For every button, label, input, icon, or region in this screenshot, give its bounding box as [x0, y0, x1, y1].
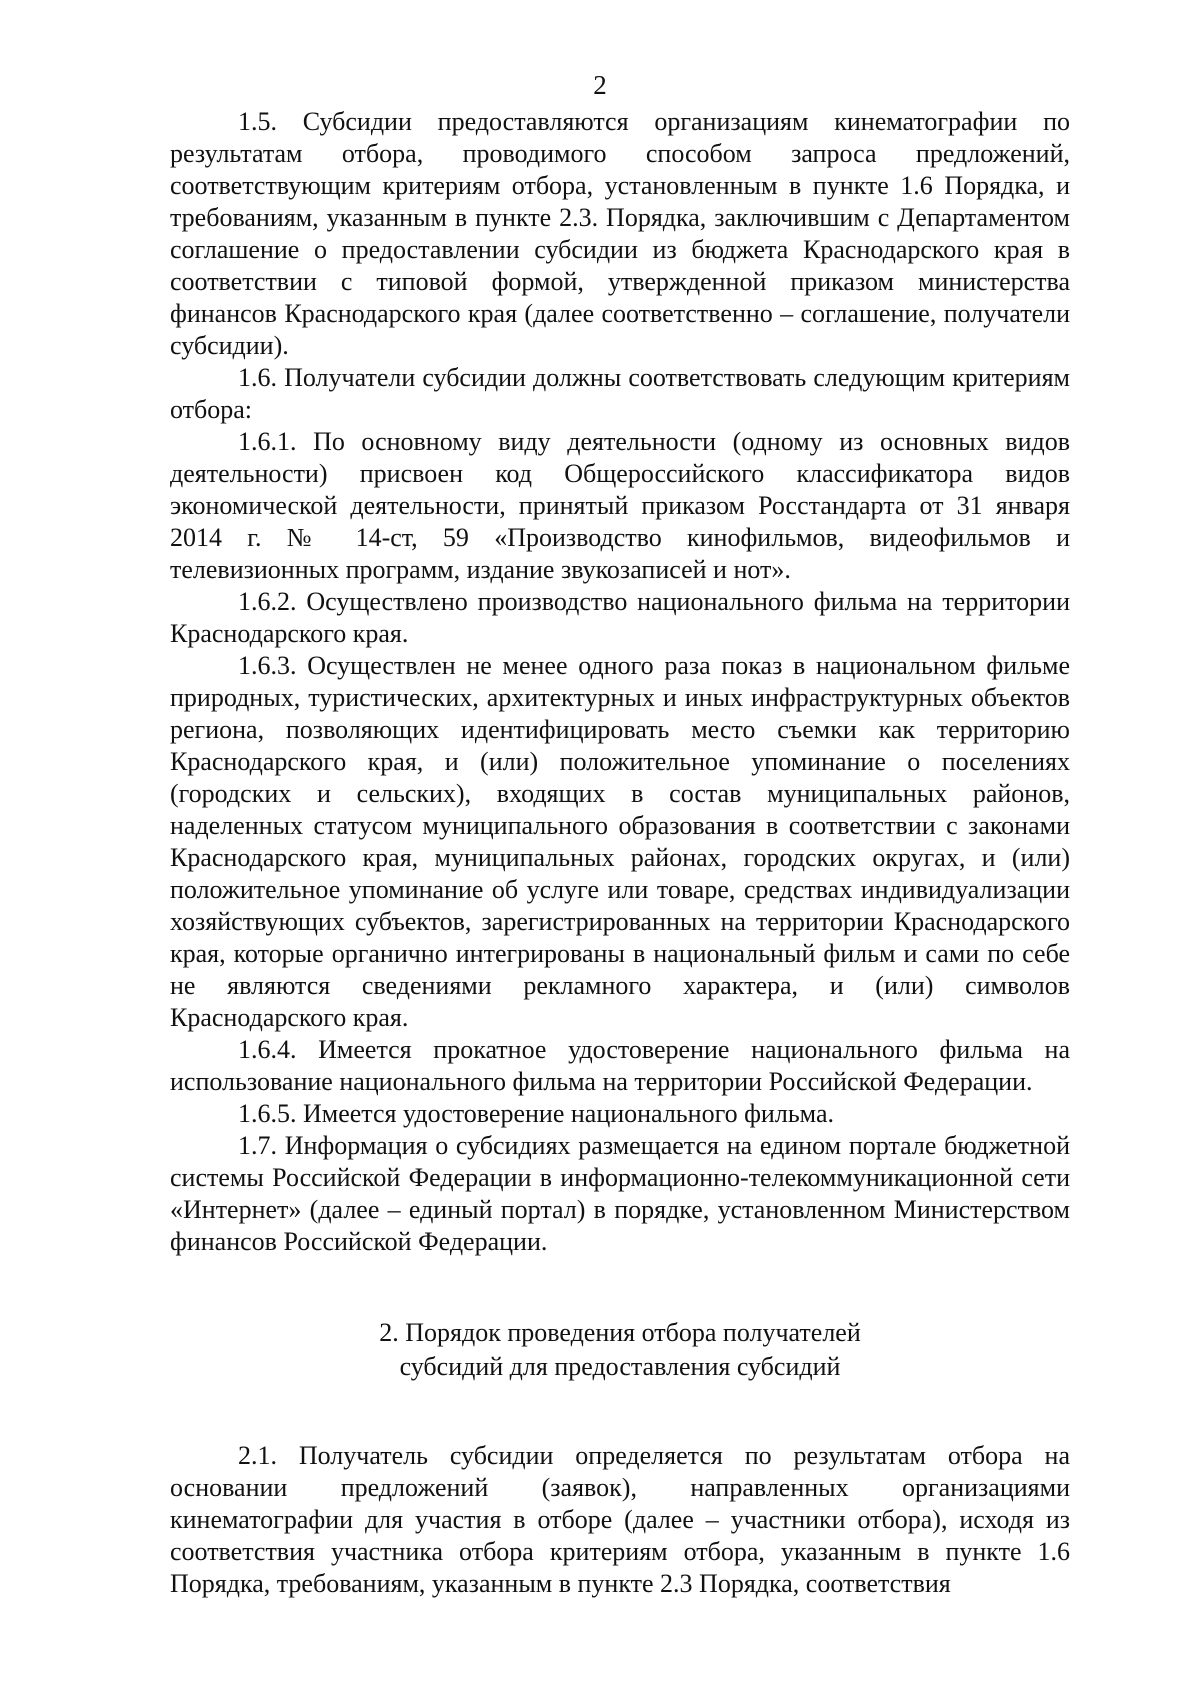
paragraph-1-5: 1.5. Субсидии предоставляются организациям кинематографии по результатам отбора, проводимого способом запроса предложений, соответствующим критериям отбора, установленным в пункте 1.6 Порядка, и требованиям, указанным в пункте 2.3. Порядка, заключившим с Департаментом соглашение о предоставлении субсидии из бюджета Краснодарского края в соответствии с типовой формой, утвержденной приказом министерства финансов Краснодарского края (далее соответственно – соглашение, получатели субсидии). — [170, 107, 1070, 360]
paragraph-2-1: 2.1. Получатель субсидии определяется по результатам отбора на основании предложений (заявок), направленных организациями кинематографии для участия в отборе (далее – участники отбора), исходя из соответствия участника отбора критериям отбора, указанным в пункте 1.6 Порядка, требованиям, указанным в пункте 2.3 Порядка, соответствия — [170, 1441, 1070, 1598]
paragraph-1-6-5: 1.6.5. Имеется удостоверение национального фильма. — [238, 1099, 834, 1128]
paragraph-1-6: 1.6. Получатели субсидии должны соответствовать следующим критериям отбора: — [170, 363, 1070, 424]
paragraph-1-7: 1.7. Информация о субсидиях размещается на едином портале бюджетной системы Российской Федерации в информационно-телекоммуникационной сети «Интернет» (далее – единый портал) в порядке, установленном Министерством финансов Российской Федерации. — [170, 1131, 1070, 1256]
page-number: 2 — [593, 70, 607, 100]
paragraph-1-6-2: 1.6.2. Осуществлено производство национального фильма на территории Краснодарского края. — [170, 587, 1070, 648]
paragraph-1-6-4: 1.6.4. Имеется прокатное удостоверение национального фильма на использование национального фильма на территории Российской Федерации. — [170, 1035, 1070, 1096]
paragraph-1-6-1: 1.6.1. По основному виду деятельности (одному из основных видов деятельности) присвоен код Общероссийского классификатора видов экономической деятельности, принятый приказом Росстандарта от 31 января 2014 г. № 14-ст, 59 «Производство кинофильмов, видеофильмов и телевизионных программ, издание звукозаписей и нот». — [170, 427, 1070, 584]
section-heading-line-2: субсидий для предоставления субсидий — [399, 1352, 841, 1381]
document-body — [170, 106, 1070, 1600]
section-heading-line-1: 2. Порядок проведения отбора получателей — [379, 1318, 861, 1347]
section-2-heading — [170, 1316, 1070, 1384]
paragraph-1-6-3: 1.6.3. Осуществлен не менее одного раза показ в национальном фильме природных, туристических, архитектурных и иных инфраструктурных объектов региона, позволяющих идентифицировать место съемки как территорию Краснодарского края, и (или) положительное упоминание о поселениях (городских и сельских), входящих в состав муниципальных районов, наделенных статусом муниципального образования в соответствии с законами Краснодарского края, муниципальных районах, городских округах, и (или) положительное упоминание об услуге или товаре, средствах индивидуализации хозяйствующих субъектов, зарегистрированных на территории Краснодарского края, которые органично интегрированы в национальный фильм и сами по себе не являются сведениями рекламного характера, и (или) символов Краснодарского края. — [170, 651, 1070, 1032]
